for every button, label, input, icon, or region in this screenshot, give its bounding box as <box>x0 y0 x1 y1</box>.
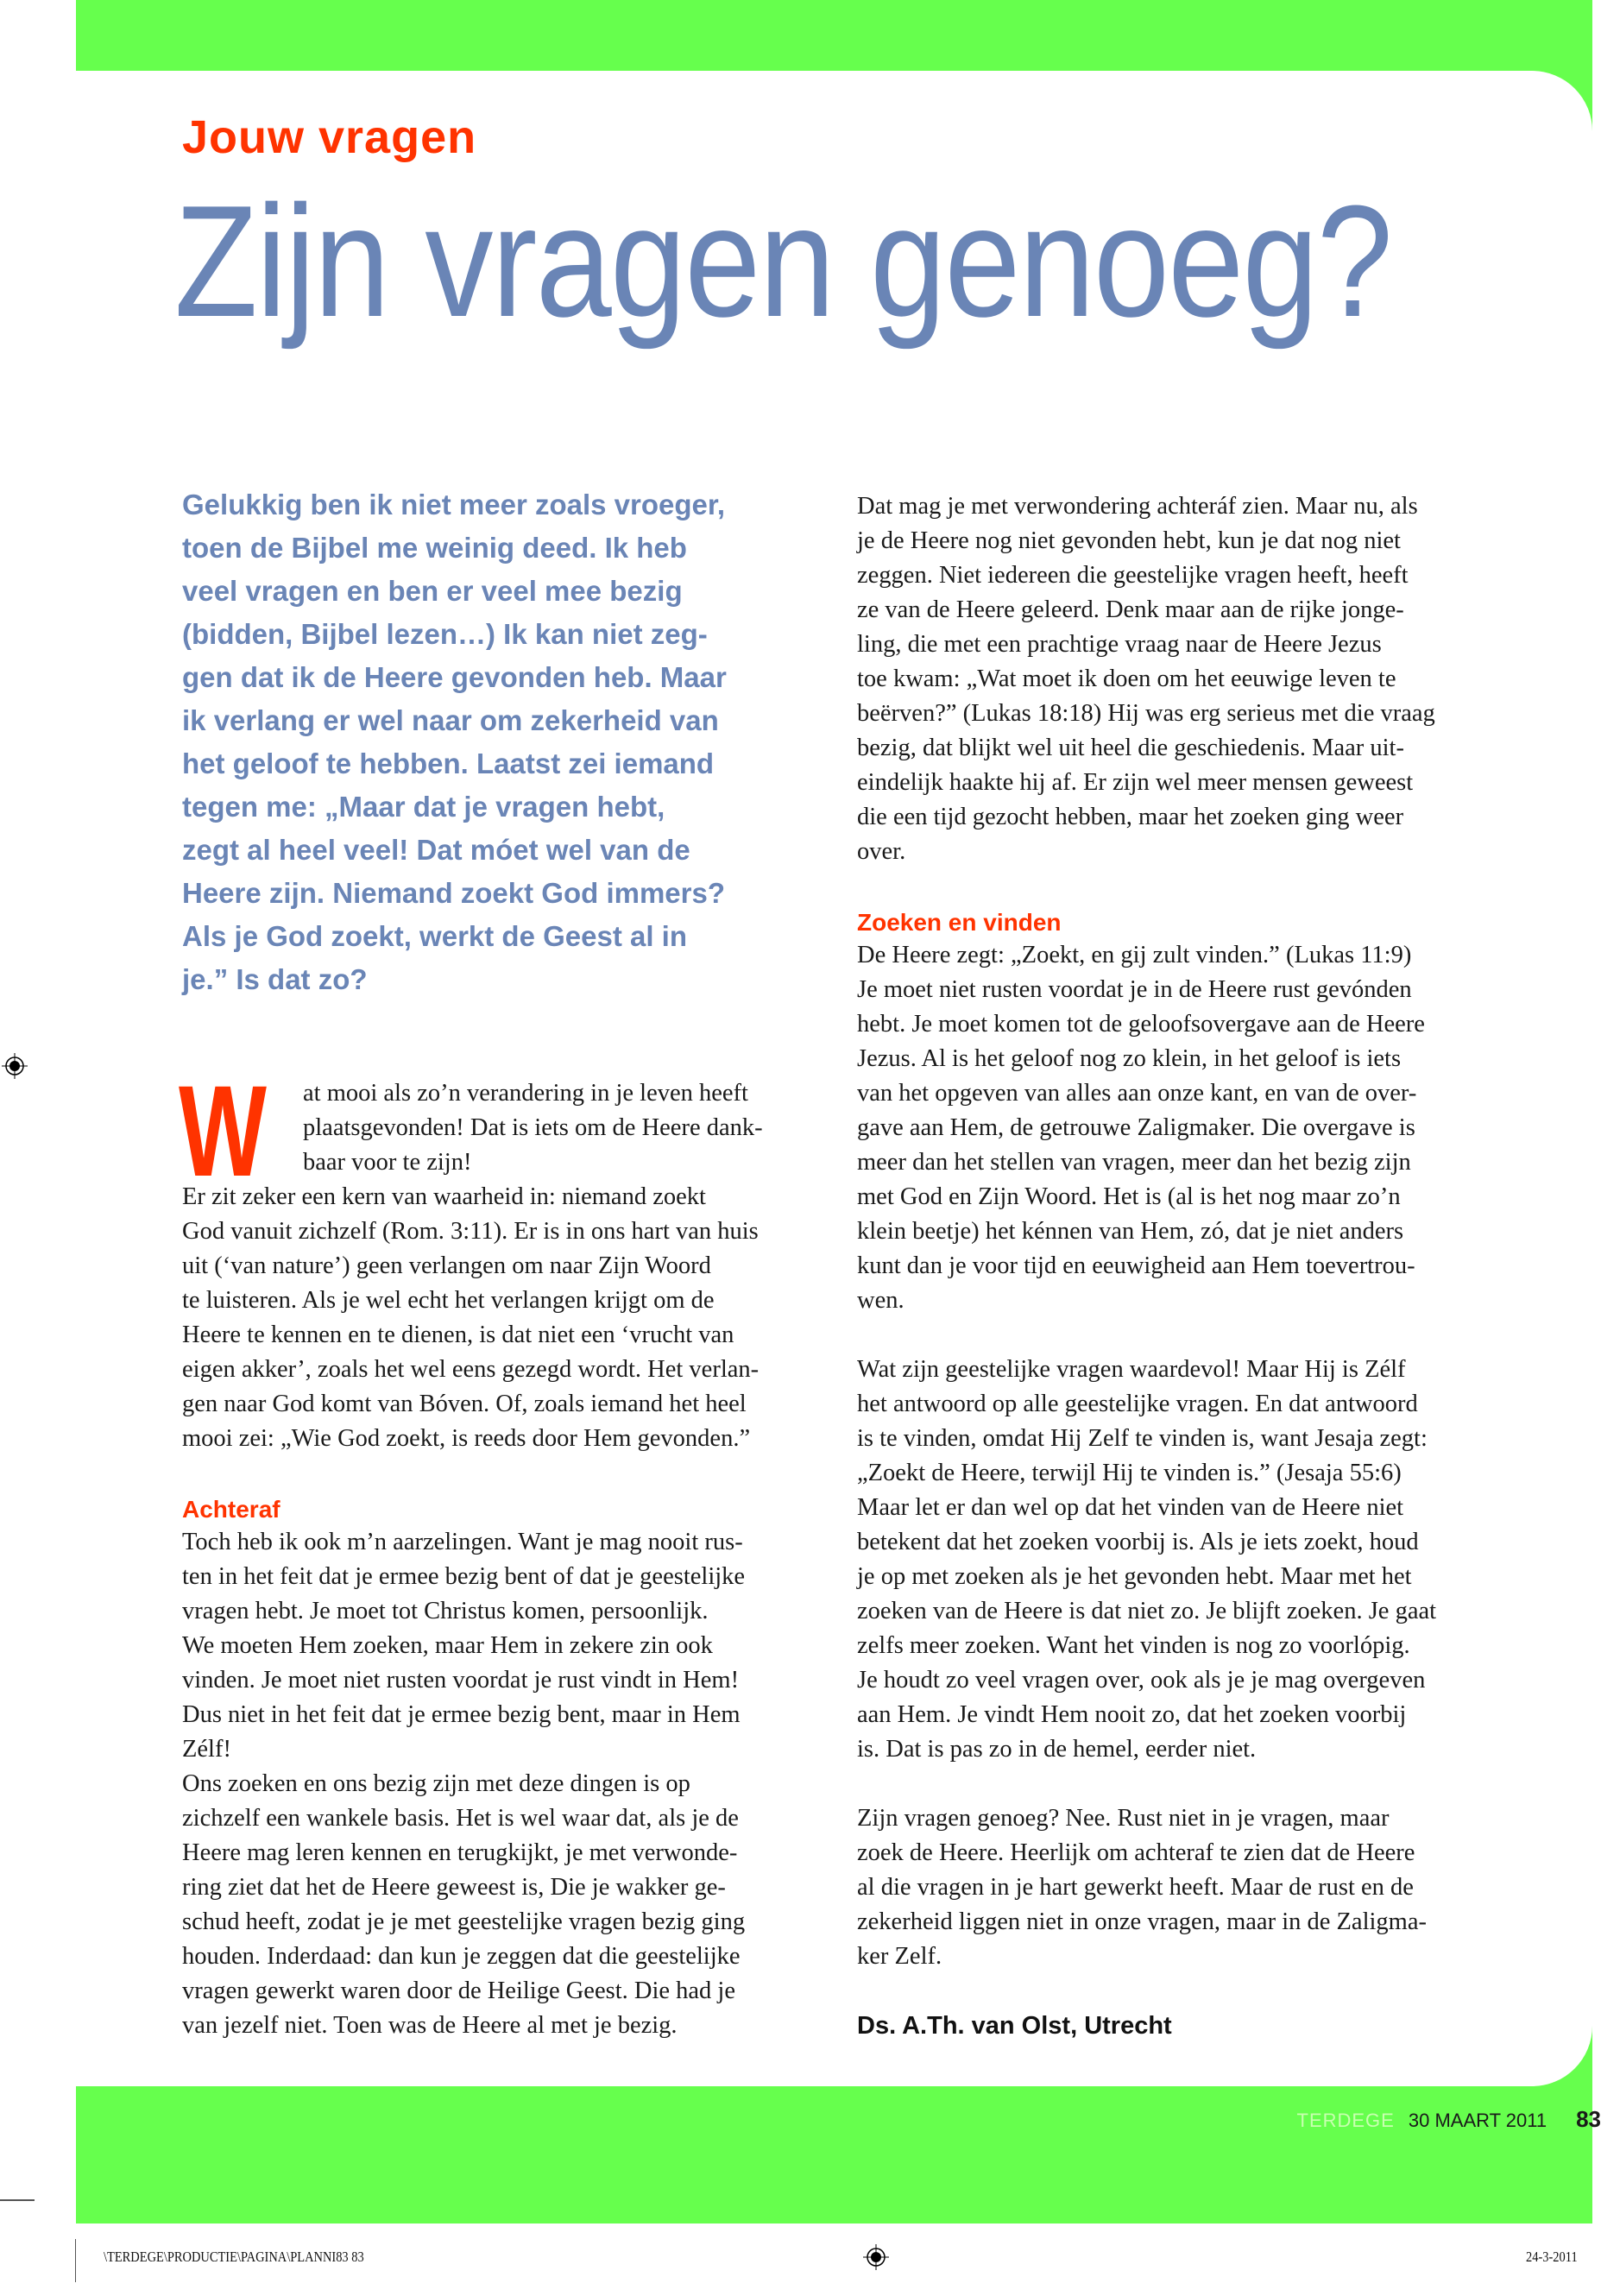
intro-line: tegen me: „Maar dat je vragen hebt, <box>182 791 665 823</box>
body-line-group <box>857 1353 1513 1767</box>
body-line: hebt. Je moet komen tot de geloofsovergave aan de Heere <box>857 1011 1425 1038</box>
paragraph-gap <box>182 1456 838 1491</box>
body-line: zekerheid liggen niet in onze vragen, maar in de Zaligma- <box>857 1908 1427 1935</box>
body-line: We moeten Hem zoeken, maar Hem in zekere zin ook <box>182 1632 713 1659</box>
paragraph-gap <box>857 1318 1513 1353</box>
body-line: ling, die met een prachtige vraag naar de Heere Jezus <box>857 631 1382 658</box>
body-line: zichzelf een wankele basis. Het is wel waar dat, als je de <box>182 1805 739 1832</box>
body-line-group <box>182 1076 838 1180</box>
body-line: Er zit zeker een kern van waarheid in: niemand zoekt <box>182 1183 706 1210</box>
body-line: toe kwam: „Wat moet ik doen om het eeuwige leven te <box>857 665 1396 692</box>
body-line: schud heeft, zodat je je met geestelijke vragen bezig ging <box>182 1908 746 1935</box>
body-line: Zélf! <box>182 1736 231 1763</box>
intro-line: Gelukkig ben ik niet meer zoals vroeger, <box>182 489 726 520</box>
body-line: aan Hem. Je vindt Hem nooit zo, dat het zoeken voorbij <box>857 1701 1407 1728</box>
paragraph-gap <box>857 869 1513 904</box>
body-line: bezig, dat blijkt wel uit heel die geschiedenis. Maar uit- <box>857 735 1404 761</box>
body-line: Je houdt zo veel vragen over, ook als je je mag overgeven <box>857 1667 1426 1694</box>
body-line: eindelijk haakte hij af. Er zijn wel meer mensen geweest <box>857 769 1414 796</box>
body-line: Jezus. Al is het geloof nog zo klein, in het geloof is iets <box>857 1045 1402 1072</box>
intro-question <box>182 483 838 1001</box>
body-line: houden. Inderdaad: dan kun je zeggen dat die geestelijke <box>182 1943 741 1970</box>
page-number: 83 <box>1576 2106 1601 2132</box>
body-line: mooi zei: „Wie God zoekt, is reeds door Hem gevonden.” <box>182 1425 751 1452</box>
body-line: Wat zijn geestelijke vragen waardevol! Maar Hij is Zélf <box>857 1356 1406 1383</box>
body-line: is. Dat is pas zo in de hemel, eerder niet. <box>857 1736 1257 1763</box>
slug-date: 24-3-2011 <box>1526 2249 1578 2265</box>
paragraph-gap <box>857 1767 1513 1801</box>
intro-line-group <box>182 483 838 1001</box>
body-line: Je moet niet rusten voordat je in de Heere rust gevónden <box>857 976 1412 1003</box>
intro-line: ik verlang er wel naar om zekerheid van <box>182 704 719 736</box>
body-line: zoeken van de Heere is dat niet zo. Je blijft zoeken. Je gaat <box>857 1598 1437 1624</box>
body-line: zoek de Heere. Heerlijk om achteraf te zien dat de Heere <box>857 1839 1415 1866</box>
body-line: ker Zelf. <box>857 1943 942 1970</box>
body-line: zeggen. Niet iedereen die geestelijke vragen heeft, heeft <box>857 562 1409 589</box>
author-signature: Ds. A.Th. van Olst, Utrecht <box>857 2012 1172 2040</box>
drop-cap: W <box>179 1058 267 1203</box>
body-line: God vanuit zichzelf (Rom. 3:11). Er is in ons hart van huis <box>182 1218 759 1245</box>
intro-line: je.” Is dat zo? <box>182 963 368 995</box>
intro-line: toen de Bijbel me weinig deed. Ik heb <box>182 532 687 564</box>
body-line: zelfs meer zoeken. Want het vinden is nog zo voorlópig. <box>857 1632 1410 1659</box>
body-line: Ons zoeken en ons bezig zijn met deze dingen is op <box>182 1770 690 1797</box>
body-line: beërven?” (Lukas 18:18) Hij was erg serieus met die vraag <box>857 700 1435 727</box>
body-line: Dus niet in het feit dat je ermee bezig bent, maar in Hem <box>182 1701 741 1728</box>
body-line: het antwoord op alle geestelijke vragen. En dat antwoord <box>857 1391 1418 1417</box>
section-heading-zoeken-en-vinden: Zoeken en vinden <box>857 909 1062 936</box>
intro-line: zegt al heel veel! Dat móet wel van de <box>182 834 690 866</box>
paragraph-gap <box>857 1974 1513 2009</box>
body-line-group <box>182 1525 838 2043</box>
footer-date: 30 MAART 2011 <box>1408 2110 1547 2131</box>
body-line-group <box>857 938 1513 1318</box>
body-line: ten in het feit dat je ermee bezig bent of dat je geestelijke <box>182 1563 746 1590</box>
body-line: al die vragen in je hart gewerkt heeft. Maar de rust en de <box>857 1874 1414 1901</box>
body-line: gave aan Hem, de getrouwe Zaligmaker. Die overgave is <box>857 1114 1415 1141</box>
section-heading-achteraf: Achteraf <box>182 1496 280 1523</box>
body-line: „Zoekt de Heere, terwijl Hij te vinden is.” (Jesaja 55:6) <box>857 1460 1402 1486</box>
body-line: wen. <box>857 1287 905 1314</box>
body-line: te luisteren. Als je wel echt het verlangen krijgt om de <box>182 1287 715 1314</box>
body-line: plaatsgevonden! Dat is iets om de Heere dank- <box>303 1114 763 1141</box>
article-title: Zijn vragen genoeg? <box>174 172 1392 350</box>
body-line: Dat mag je met verwondering achteráf zien. Maar nu, als <box>857 493 1418 520</box>
left-column <box>179 1058 838 2043</box>
body-line-group <box>857 1801 1513 1974</box>
body-line: je op met zoeken als je het gevonden hebt. Maar met het <box>857 1563 1412 1590</box>
body-line-group <box>182 1180 838 1456</box>
body-line: van jezelf niet. Toen was de Heere al met je bezig. <box>182 2012 678 2039</box>
intro-line: het geloof te hebben. Laatst zei iemand <box>182 747 715 779</box>
body-line: je de Heere nog niet gevonden hebt, kun je dat nog niet <box>857 527 1401 554</box>
intro-line: veel vragen en ben er veel mee bezig <box>182 575 683 607</box>
body-line-group <box>857 489 1513 869</box>
body-line: uit (‘van nature’) geen verlangen om naar Zijn Woord <box>182 1252 711 1279</box>
body-line: meer dan het stellen van vragen, meer dan het bezig zijn <box>857 1149 1411 1176</box>
intro-line: gen dat ik de Heere gevonden heb. Maar <box>182 661 727 693</box>
page-footer <box>1296 2106 1601 2133</box>
intro-line: Heere zijn. Niemand zoekt God immers? <box>182 877 725 909</box>
body-line: ze van de Heere geleerd. Denk maar aan de rijke jonge- <box>857 596 1404 623</box>
body-line: vragen gewerkt waren door de Heilige Geest. Die had je <box>182 1977 735 2004</box>
body-line: die een tijd gezocht hebben, maar het zoeken ging weer <box>857 804 1404 830</box>
registration-mark-icon <box>2 1053 28 1079</box>
intro-line: (bidden, Bijbel lezen…) Ik kan niet zeg- <box>182 618 708 650</box>
body-line: Zijn vragen genoeg? Nee. Rust niet in je vragen, maar <box>857 1805 1390 1832</box>
right-column <box>857 489 1513 2043</box>
body-line: kunt dan je voor tijd en eeuwigheid aan Hem toevertrou- <box>857 1252 1415 1279</box>
body-line: Maar let er dan wel op dat het vinden van de Heere niet <box>857 1494 1404 1521</box>
body-line: Toch heb ik ook m’n aarzelingen. Want je mag nooit rus- <box>182 1529 743 1555</box>
body-line: vinden. Je moet niet rusten voordat je rust vindt in Hem! <box>182 1667 740 1694</box>
body-line: met God en Zijn Woord. Het is (al is het nog maar zo’n <box>857 1183 1401 1210</box>
body-line: ring ziet dat het de Heere geweest is, Die je wakker ge- <box>182 1874 726 1901</box>
body-line: De Heere zegt: „Zoekt, en gij zult vinden.” (Lukas 11:9) <box>857 942 1412 968</box>
slug-path: \TERDEGE\PRODUCTIE\PAGINA\PLANNI83 83 <box>104 2249 364 2265</box>
crop-mark <box>75 2239 76 2282</box>
body-line: eigen akker’, zoals het wel eens gezegd wordt. Het verlan- <box>182 1356 760 1383</box>
body-line: betekent dat het zoeken voorbij is. Als je iets zoekt, houd <box>857 1529 1419 1555</box>
body-line: Heere mag leren kennen en terugkijkt, je met verwonde- <box>182 1839 738 1866</box>
crop-mark <box>0 2199 35 2201</box>
body-line: at mooi als zo’n verandering in je leven heeft <box>303 1080 748 1107</box>
registration-mark-icon <box>863 2244 889 2270</box>
body-line: vragen hebt. Je moet tot Christus komen, persoonlijk. <box>182 1598 709 1624</box>
intro-line: Als je God zoekt, werkt de Geest al in <box>182 920 688 952</box>
body-line: Heere te kennen en te dienen, is dat niet een ‘vrucht van <box>182 1321 734 1348</box>
section-kicker: Jouw vragen <box>182 111 477 163</box>
footer-brand: TERDEGE <box>1296 2110 1395 2131</box>
body-line: van het opgeven van alles aan onze kant, en van de over- <box>857 1080 1417 1107</box>
body-line: gen naar God komt van Bóven. Of, zoals iemand het heel <box>182 1391 747 1417</box>
body-line: is te vinden, omdat Hij Zelf te vinden is, want Jesaja zegt: <box>857 1425 1428 1452</box>
body-line: over. <box>857 838 906 865</box>
body-line: baar voor te zijn! <box>303 1149 472 1176</box>
body-line: klein beetje) het kénnen van Hem, zó, dat je niet anders <box>857 1218 1404 1245</box>
